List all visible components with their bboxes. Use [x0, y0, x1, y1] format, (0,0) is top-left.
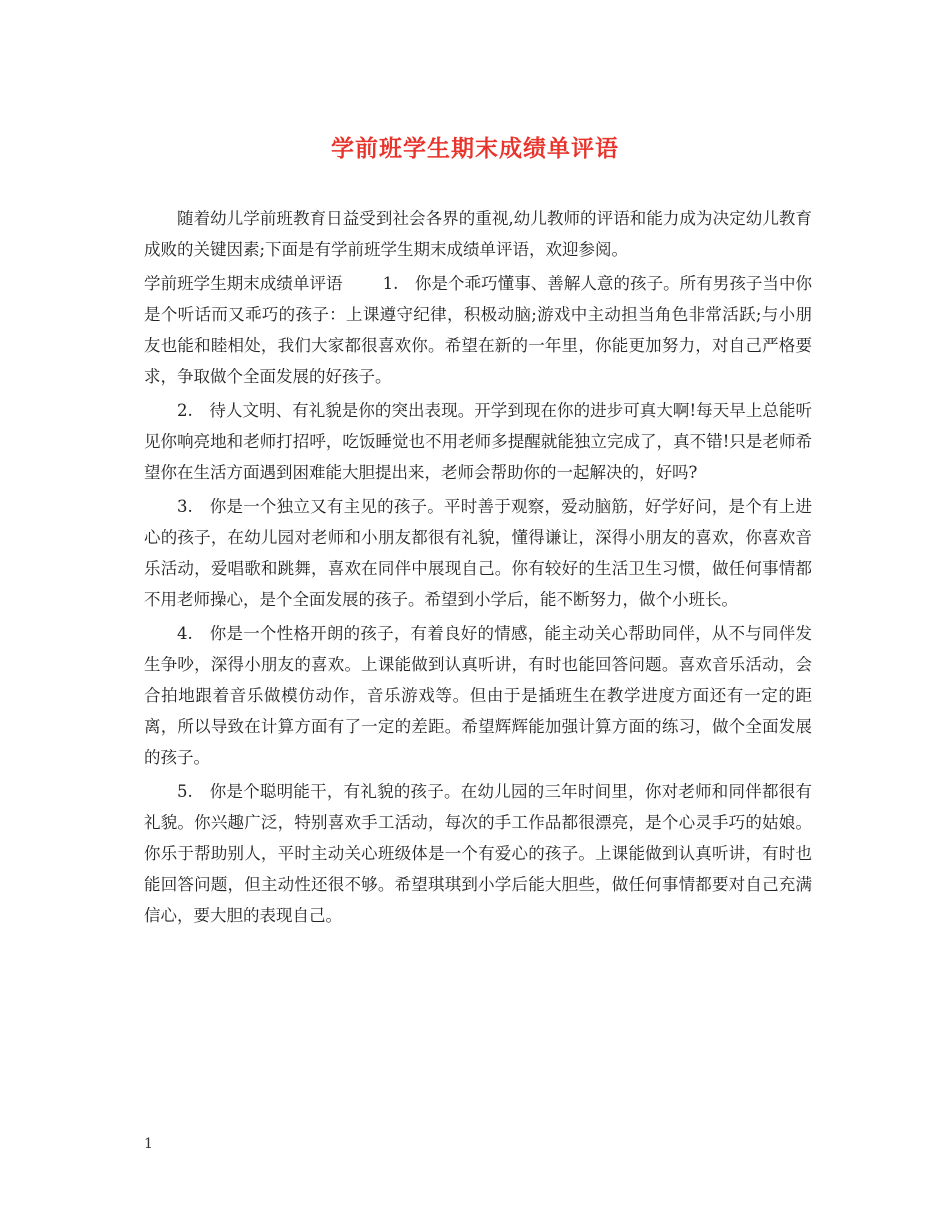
comment-paragraph: 5. 你是个聪明能干，有礼貌的孩子。在幼儿园的三年时间里，你对老师和同伴都很有礼貌。你兴趣广泛，特别喜欢手工活动，每次的手工作品都很漂亮，是个心灵手巧的姑娘。你乐于帮助别人，平时主动关心班级体是一个有爱心的孩子。上课能做到认真听讲，有时也能回答问题，但主动性还很不够。希望琪琪到小学后能大胆些，做任何事情都要对自己充满信心，要大胆的表现自己。 [144, 782, 812, 925]
comment-paragraph: 4. 你是一个性格开朗的孩子，有着良好的情感，能主动关心帮助同伴，从不与同伴发生争吵，深得小朋友的喜欢。上课能做到认真听讲，有时也能回答问题。喜欢音乐活动，会合拍地跟着音乐做模仿动作，音乐游戏等。但由于是插班生在教学进度方面还有一定的距离，所以导致在计算方面有了一定的差距。希望辉辉能加强计算方面的练习，做个全面发展的孩子。 [144, 624, 812, 767]
comment-paragraph: 2. 待人文明、有礼貌是你的突出表现。开学到现在你的进步可真大啊!每天早上总能听见你响亮地和老师打招呼，吃饭睡觉也不用老师多提醒就能独立完成了，真不错!只是老师希望你在生活方面遇到困难能大胆提出来，老师会帮助你的一起解决的，好吗? [144, 401, 812, 482]
section-heading: 学前班学生期末成绩单评语 [144, 274, 343, 293]
page-number: 1 [144, 1136, 153, 1152]
intro-paragraph: 随着幼儿学前班教育日益受到社会各界的重视,幼儿教师的评语和能力成为决定幼儿教育成败的关键因素;下面是有学前班学生期末成绩单评语，欢迎参阅。 [144, 209, 812, 259]
first-comment-paragraph [144, 268, 812, 392]
document-body [144, 203, 812, 934]
comment-1-text: 1. 你是个乖巧懂事、善解人意的孩子。所有男孩子当中你是个听话而又乖巧的孩子：上课遵守纪律，积极动脑;游戏中主动担当角色非常活跃;与小朋友也能和睦相处，我们大家都很喜欢你。希望在新的一年里，你能更加努力，对自己严格要求，争取做个全面发展的好孩子。 [144, 274, 813, 386]
comment-paragraph: 3. 你是一个独立又有主见的孩子。平时善于观察，爱动脑筋，好学好问，是个有上进心的孩子，在幼儿园对老师和小朋友都很有礼貌，懂得谦让，深得小朋友的喜欢，你喜欢音乐活动，爱唱歌和跳舞，喜欢在同伴中展现自己。你有较好的生活卫生习惯，做任何事情都不用老师操心，是个全面发展的孩子。希望到小学后，能不断努力，做个小班长。 [144, 497, 812, 609]
page-title: 学前班学生期末成绩单评语 [331, 135, 619, 162]
